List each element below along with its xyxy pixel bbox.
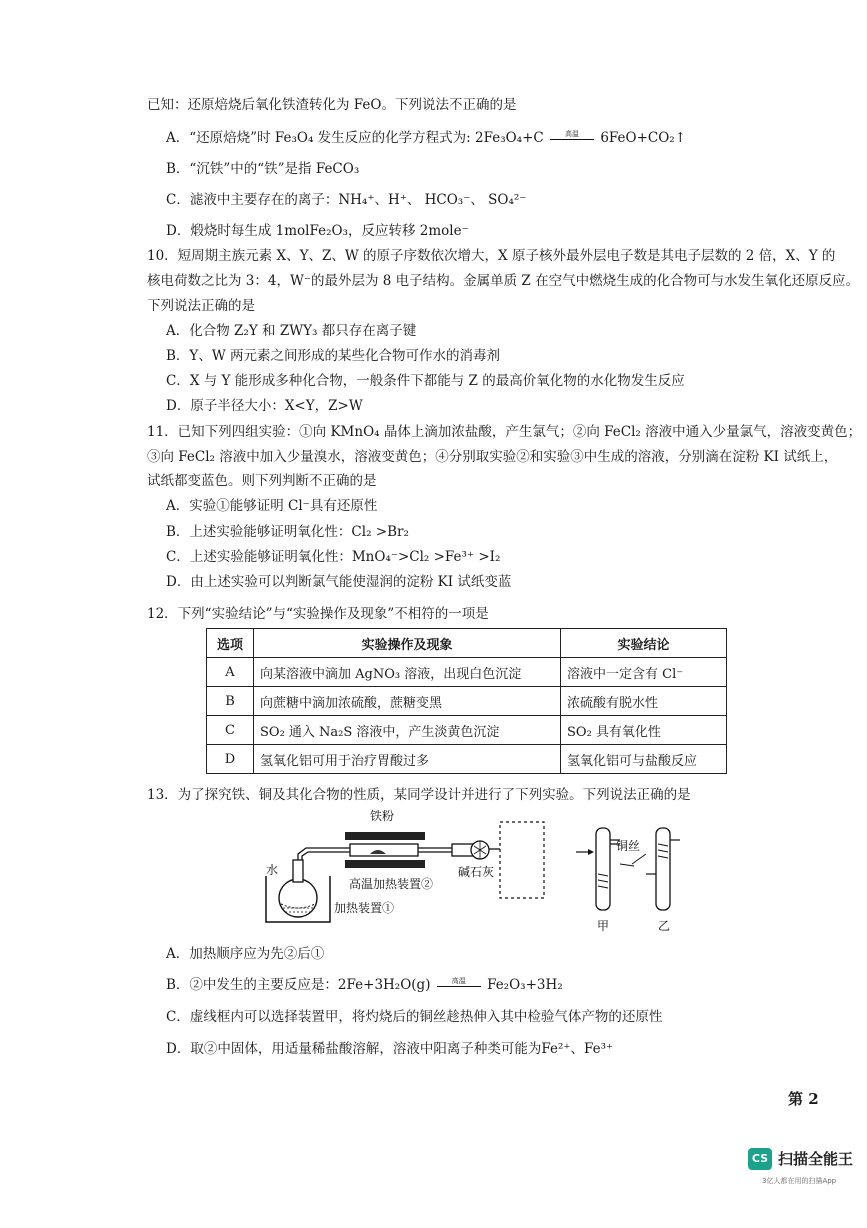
reaction-condition: 高温	[565, 129, 580, 138]
table-cell: D	[207, 745, 254, 774]
camscanner-logo: CS	[748, 1148, 772, 1170]
table-cell: SO₂ 通入 Na₂S 溶液中，产生淡黄色沉淀	[254, 716, 561, 745]
page-number: 第 2	[788, 1090, 819, 1108]
q9-a-product: 6FeO+CO₂↑	[600, 130, 687, 146]
q13-b-text: B．②中发生的主要反应是：2Fe+3H₂O(g)	[166, 977, 431, 993]
label-jia: 甲	[597, 919, 610, 933]
heater-plate-top	[345, 832, 425, 840]
q12-stem: 12．下列“实验结论”与“实验操作及现象”不相符的一项是	[147, 606, 489, 622]
q9-option-b: B．“沉铁”中的“铁”是指 FeCO₃	[166, 161, 360, 177]
table-header-cell: 实验操作及现象	[254, 629, 561, 658]
q9-option-a	[166, 129, 686, 147]
apparatus-jia	[596, 828, 610, 910]
label-yi: 乙	[658, 919, 671, 933]
table-row	[207, 716, 727, 745]
dashed-box	[500, 822, 544, 898]
table-header-cell: 实验结论	[561, 629, 727, 658]
camscanner-name: 扫描全能王	[778, 1150, 854, 1168]
round-flask	[279, 879, 317, 917]
q10-stem-line1: 10．短周期主族元素 X、Y、Z、W 的原子序数依次增大，X 原子核外最外层电子数是其电子层数的 2 倍，X、Y 的	[147, 248, 836, 264]
reaction-tube	[350, 844, 418, 856]
q9-option-c: C．滤液中主要存在的离子：NH₄⁺、H⁺、 HCO₃⁻、 SO₄²⁻	[166, 192, 527, 208]
table-header-cell: 选项	[207, 629, 254, 658]
q10-option-d: D．原子半径大小：X<Y，Z>W	[166, 398, 363, 414]
q11-option-a: A．实验①能够证明 Cl⁻具有还原性	[166, 498, 378, 514]
q9-option-d: D．煅烧时每生成 1molFe₂O₃，反应转移 2mole⁻	[166, 223, 469, 239]
table-cell: C	[207, 716, 254, 745]
label-soda-lime: 碱石灰	[458, 865, 495, 879]
table-cell: 氢氧化铝可用于治疗胃酸过多	[254, 745, 561, 774]
q11-stem-line2: ③向 FeCl₂ 溶液中加入少量溴水，溶液变黄色；④分别取实验②和实验③中生成的溶液，分别滴在淀粉 KI 试纸上，	[147, 449, 838, 465]
table-cell: B	[207, 687, 254, 716]
q13-option-c: C．虚线框内可以选择装置甲，将灼烧后的铜丝趁热伸入其中检验气体产物的还原性	[166, 1009, 663, 1025]
reaction-condition: 高温	[451, 976, 466, 985]
label-heater1: 加热装置①	[334, 901, 395, 915]
heating-bath	[266, 876, 330, 922]
table-cell: 向蔗糖中滴加浓硫酸，蔗糖变黑	[254, 687, 561, 716]
q9-a-text: A．“还原焙烧”时 Fe₃O₄ 发生反应的化学方程式为: 2Fe₃O₄+C	[166, 130, 544, 146]
label-iron-powder: 铁粉	[370, 809, 395, 823]
q12-table	[206, 628, 727, 774]
table-header-row	[207, 629, 727, 658]
heater-plate-bottom	[345, 860, 425, 868]
q10-option-b: B．Y、W 两元素之间形成的某些化合物可作水的消毒剂	[166, 348, 500, 364]
reaction-arrow	[548, 129, 596, 146]
q11-stem-line1: 11．已知下列四组实验：①向 KMnO₄ 晶体上滴加浓盐酸，产生氯气；②向 FeCl₂ 溶液中通入少量氯气，溶液变黄色；	[147, 424, 862, 440]
table-cell: 浓硫酸有脱水性	[561, 687, 727, 716]
q10-stem-line2: 核电荷数之比为 3：4，W⁻的最外层为 8 电子结构。金属单质 Z 在空气中燃烧生成的化合物可与水发生氧化还原反应。	[147, 273, 860, 289]
table-cell: A	[207, 658, 254, 687]
q9-intro: 已知：还原焙烧后氧化铁渣转化为 FeO。下列说法不正确的是	[147, 97, 517, 113]
q13-option-d: D．取②中固体，用适量稀盐酸溶解，溶液中阳离子种类可能为Fe²⁺、Fe³⁺	[166, 1041, 614, 1057]
table-row	[207, 745, 727, 774]
table-cell: 氢氧化铝可与盐酸反应	[561, 745, 727, 774]
q11-option-d: D．由上述实验可以判断氯气能使湿润的淀粉 KI 试纸变蓝	[166, 574, 512, 590]
table-cell: 向某溶液中滴加 AgNO₃ 溶液，出现白色沉淀	[254, 658, 561, 687]
apparatus-diagram	[258, 804, 698, 934]
q13-option-a: A．加热顺序应为先②后①	[166, 946, 325, 962]
table-row	[207, 687, 727, 716]
label-heater2: 高温加热装置②	[349, 877, 434, 891]
label-copper-wire: 铜丝	[616, 839, 641, 853]
q11-option-b: B．上述实验能够证明氧化性：Cl₂ >Br₂	[166, 524, 409, 540]
q13-stem: 13．为了探究铁、铜及其化合物的性质，某同学设计并进行了下列实验。下列说法正确的是	[147, 787, 691, 803]
table-row	[207, 658, 727, 687]
reaction-arrow	[435, 976, 483, 993]
table-cell: 溶液中一定含有 Cl⁻	[561, 658, 727, 687]
q11-stem-line3: 试纸都变蓝色。则下列判断不正确的是	[147, 473, 377, 489]
apparatus-yi	[656, 828, 670, 910]
q10-option-a: A．化合物 Z₂Y 和 ZWY₃ 都只存在离子键	[166, 323, 417, 339]
q10-option-c: C．X 与 Y 能形成多种化合物，一般条件下都能与 Z 的最高价氧化物的水化物发生反应	[166, 373, 685, 389]
label-water: 水	[266, 863, 279, 877]
q13-b-product: Fe₂O₃+3H₂	[487, 977, 563, 993]
q13-option-b	[166, 976, 563, 994]
camscanner-tagline: 3亿人都在用的扫描App	[762, 1177, 837, 1185]
q11-option-c: C．上述实验能够证明氧化性：MnO₄⁻>Cl₂ >Fe³⁺ >I₂	[166, 549, 501, 565]
table-cell: SO₂ 具有氧化性	[561, 716, 727, 745]
q10-stem-line3: 下列说法正确的是	[147, 298, 255, 314]
